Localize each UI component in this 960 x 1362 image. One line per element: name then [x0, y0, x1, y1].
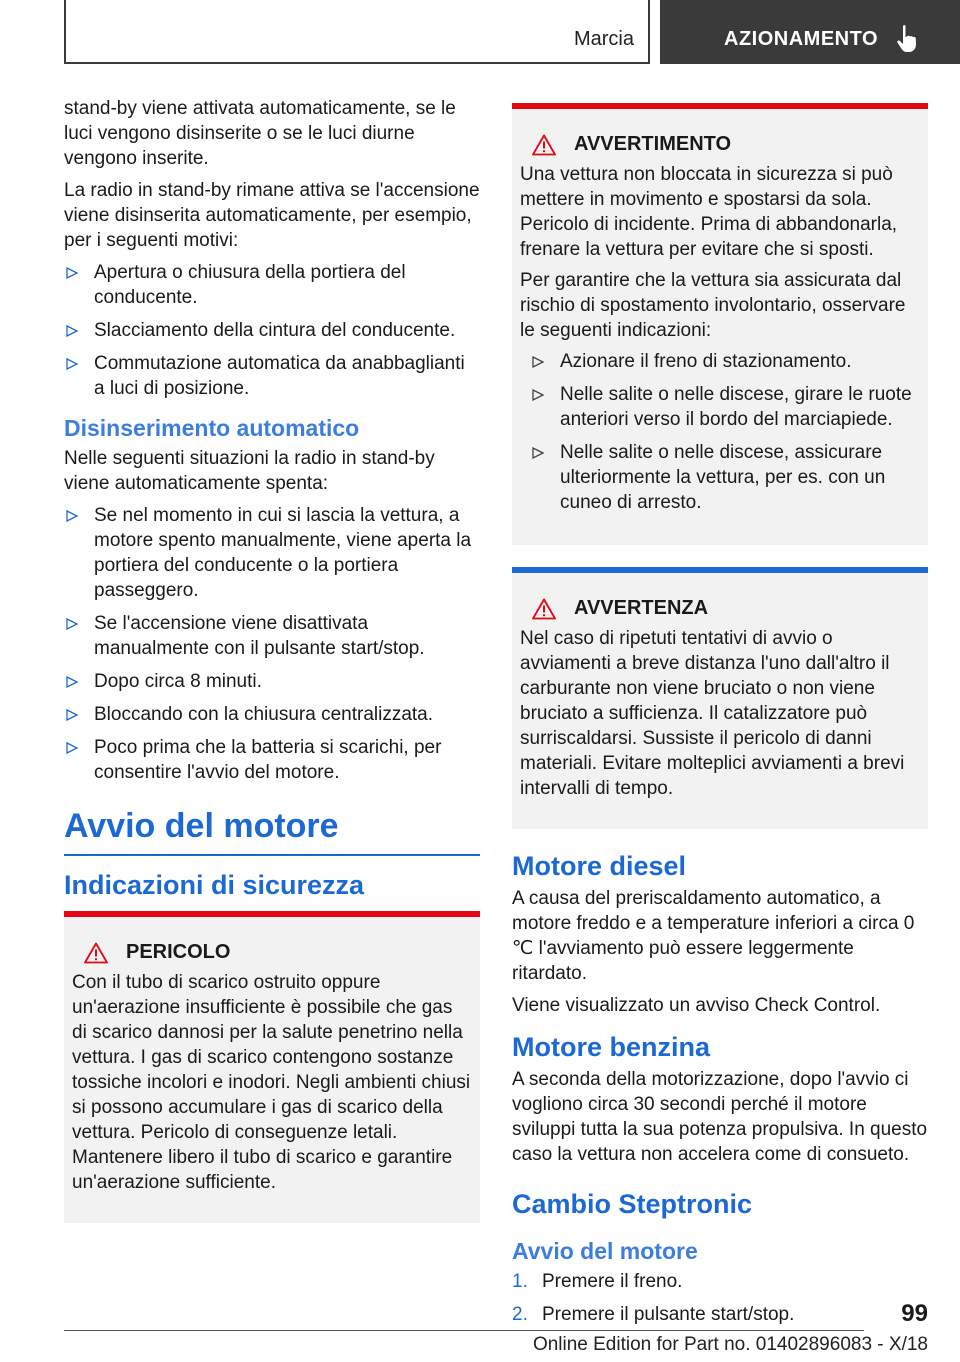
list-item: Se nel momento in cui si lascia la vettura, a motore spento manualmente, viene aperta la portiera del conducente o la portiera passeggero.	[64, 503, 480, 603]
header-chapter-label: AZIONAMENTO	[724, 28, 879, 50]
header-section-label: Marcia	[573, 28, 634, 50]
subsection-heading: Cambio Steptronic	[512, 1189, 753, 1219]
header-section-tab	[64, 0, 650, 64]
page-number: 99	[901, 1300, 928, 1327]
list-item: Slacciamento della cintura del conducente.	[64, 318, 480, 343]
triangle-bullet-icon	[66, 676, 78, 688]
triangle-bullet-icon	[532, 389, 544, 401]
paragraph: A seconda della motorizzazione, dopo l'avvio ci vogliono circa 30 secondi perché il motore sviluppi tutta la sua potenza propulsiva. In questo caso la vettura non accelera come di consueto.	[512, 1069, 928, 1165]
subsection-heading: Motore benzina	[512, 1032, 711, 1062]
triangle-bullet-icon	[532, 447, 544, 459]
footer-edition: Online Edition for Part no. 01402896083 - X/18	[532, 1334, 928, 1355]
triangle-bullet-icon	[66, 510, 78, 522]
section-heading: Avvio del motore	[64, 807, 480, 856]
bullet-list	[530, 349, 920, 515]
warning-box	[512, 103, 928, 545]
header-chapter-tab	[660, 0, 960, 64]
list-item: Poco prima che la batteria si scarichi, per consentire l'avvio del motore.	[64, 735, 480, 785]
list-item: Nelle salite o nelle discese, girare le ruote anteriori verso il bordo del marciapiede.	[530, 382, 920, 432]
warning-text: Una vettura non bloccata in sicurezza si può mettere in movimento e spostarsi da sola. Pericolo di incidente. Prima di abbandonarla, frenare la vettura per evitare che si sposti.	[520, 164, 898, 260]
paragraph: A causa del preriscaldamento automatico, a motore freddo e a temperature inferiori a circa 0 ℃ l'avviamento può essere leggermente ritardato.	[512, 888, 915, 984]
subsection-heading: Indicazioni di sicurezza	[64, 870, 365, 900]
notice-title: AVVERTENZA	[574, 597, 709, 619]
subsection-heading: Disinserimento automatico	[64, 415, 360, 441]
paragraph: stand-by viene attivata automaticamente, se le luci vengono disinserite o se le luci diurne vengono inserite.	[64, 98, 456, 169]
warning-text: Per garantire che la vettura sia assicurata dal rischio di spostamento involontario, osservare le seguenti indicazioni:	[520, 270, 906, 341]
triangle-bullet-icon	[66, 325, 78, 337]
list-item: Commutazione automatica da anabbaglianti a luci di posizione.	[64, 351, 480, 401]
danger-text: Con il tubo di scarico ostruito oppure un'aerazione insufficiente è possibile che gas di scarico dannosi per la salute penetrino nella vettura. I gas di scarico contengono sostanze tossiche incolori e inodori. Negli ambienti chiusi si possono accumulare i gas di scarico della vettura. Pericolo di conseguenze letali. Mantenere libero il tubo di scarico e garantire un'aerazione sufficiente.	[72, 972, 471, 1193]
list-item: 1. Premere il freno.	[512, 1271, 683, 1292]
warning-triangle-icon	[84, 942, 108, 964]
list-item: Se l'accensione viene disattivata manualmente con il pulsante start/stop.	[64, 611, 480, 661]
list-item: Dopo circa 8 minuti.	[64, 669, 480, 694]
notice-box	[512, 567, 928, 829]
danger-box	[64, 911, 480, 1223]
triangle-bullet-icon	[66, 742, 78, 754]
triangle-bullet-icon	[66, 709, 78, 721]
subsection-heading: Motore diesel	[512, 851, 687, 881]
list-item: Nelle salite o nelle discese, assicurare ulteriormente la vettura, per es. con un cuneo di arresto.	[530, 440, 920, 515]
footer-divider	[64, 1330, 864, 1331]
notice-text: Nel caso di ripetuti tentativi di avvio o avviamenti a breve distanza l'uno dall'altro il carburante non viene bruciato o non viene bruciato a sufficienza. Il catalizzatore può surriscaldarsi. Sussiste il pericolo di danni materiali. Evitare molteplici avviamenti a brevi intervalli di tempo.	[520, 628, 905, 799]
right-column	[512, 103, 928, 1335]
list-item: Azionare il freno di stazionamento.	[530, 349, 920, 374]
warning-triangle-icon	[532, 598, 556, 620]
warning-triangle-icon	[532, 134, 556, 156]
triangle-bullet-icon	[66, 267, 78, 279]
numbered-list	[512, 1269, 928, 1327]
paragraph: Viene visualizzato un avviso Check Control.	[512, 995, 881, 1016]
warning-title: AVVERTIMENTO	[574, 133, 732, 155]
list-item: 2. Premere il pulsante start/stop.	[512, 1304, 795, 1325]
danger-title: PERICOLO	[126, 941, 231, 963]
triangle-bullet-icon	[66, 618, 78, 630]
left-column	[64, 96, 480, 1245]
subsection-heading: Avvio del motore	[512, 1238, 698, 1264]
bullet-list	[64, 260, 480, 401]
paragraph: Nelle seguenti situazioni la radio in stand-by viene automaticamente spenta:	[64, 448, 435, 494]
paragraph: La radio in stand-by rimane attiva se l'accensione viene disinserita automaticamente, per esempio, per i seguenti motivi:	[64, 180, 480, 251]
list-item: Apertura o chiusura della portiera del conducente.	[64, 260, 480, 310]
triangle-bullet-icon	[532, 356, 544, 368]
bullet-list	[64, 503, 480, 785]
list-item: Bloccando con la chiusura centralizzata.	[64, 702, 480, 727]
triangle-bullet-icon	[66, 358, 78, 370]
pointing-hand-icon	[894, 24, 922, 54]
